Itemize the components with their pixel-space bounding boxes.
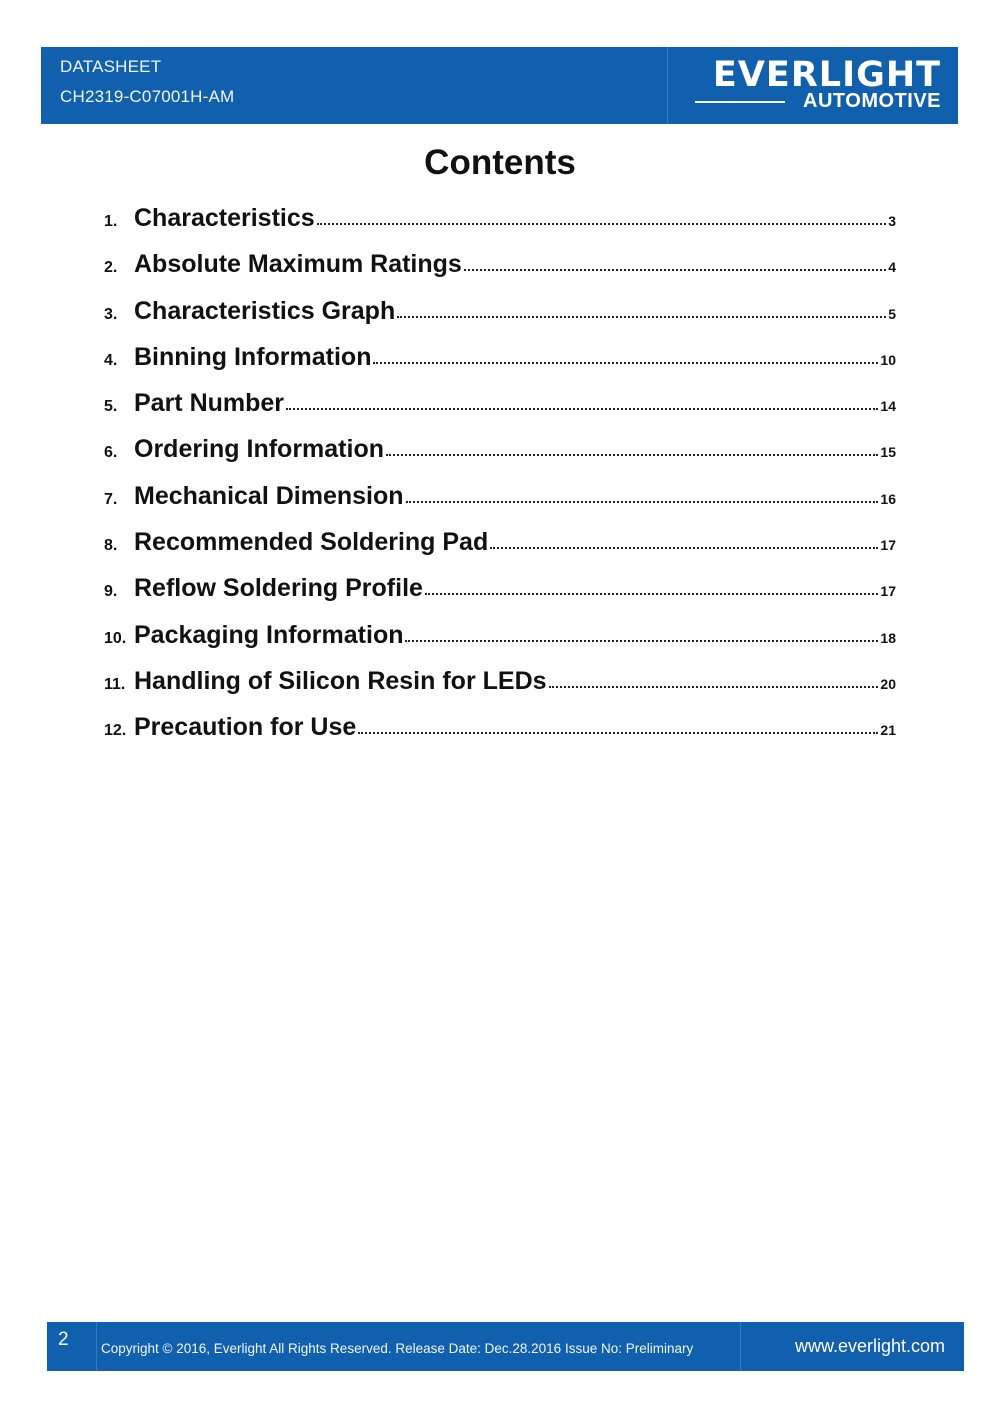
toc-entry[interactable] <box>104 435 896 481</box>
toc-entry[interactable] <box>104 250 896 296</box>
toc-entry-label: Reflow Soldering Profile <box>134 574 423 603</box>
toc-entry-page: 5 <box>888 305 896 322</box>
toc-leader-dots <box>490 547 878 549</box>
toc-entry[interactable] <box>104 482 896 528</box>
toc-leader-dots <box>405 640 878 642</box>
toc-leader-dots <box>549 686 879 688</box>
table-of-contents <box>104 204 896 760</box>
toc-entry-number: 2. <box>104 259 118 277</box>
toc-entry-page: 4 <box>888 259 896 276</box>
toc-entry-label: Mechanical Dimension <box>134 481 404 510</box>
toc-entry-number: 6. <box>104 444 118 462</box>
toc-entry-label: Recommended Soldering Pad <box>134 528 489 557</box>
everlight-automotive-logo <box>681 55 941 117</box>
toc-entry-number: 10. <box>104 629 127 647</box>
toc-entry-page: 16 <box>880 490 896 507</box>
toc-entry-number: 12. <box>104 722 127 740</box>
logo-main-text: EVERLIGHT <box>712 55 941 95</box>
toc-entry-label: Part Number <box>134 389 285 418</box>
toc-entry-page: 21 <box>880 722 896 739</box>
page-title: Contents <box>424 143 576 182</box>
toc-entry[interactable] <box>104 667 896 713</box>
toc-entry-number: 11. <box>104 675 126 693</box>
toc-leader-dots <box>286 408 878 410</box>
logo-sub-text: AUTOMOTIVE <box>803 90 941 112</box>
footer-page-box <box>47 1322 97 1371</box>
toc-entry-label: Absolute Maximum Ratings <box>134 250 462 279</box>
toc-entry-number: 9. <box>104 583 118 601</box>
toc-entry-number: 3. <box>104 305 118 323</box>
toc-entry-number: 7. <box>104 490 118 508</box>
logo-rule <box>695 101 785 103</box>
toc-entry-number: 5. <box>104 398 118 416</box>
toc-entry[interactable] <box>104 713 896 759</box>
toc-entry-label: Precaution for Use <box>134 713 357 742</box>
toc-entry-page: 18 <box>880 629 896 646</box>
header-doc-info <box>41 47 668 124</box>
toc-entry-page: 17 <box>880 537 896 554</box>
toc-entry-number: 4. <box>104 351 118 369</box>
toc-entry[interactable] <box>104 297 896 343</box>
toc-entry-label: Packaging Information <box>134 620 404 649</box>
toc-entry[interactable] <box>104 389 896 435</box>
page-number: 2 <box>58 1329 69 1350</box>
toc-entry-label: Handling of Silicon Resin for LEDs <box>134 666 547 695</box>
toc-leader-dots <box>373 362 878 364</box>
toc-entry[interactable] <box>104 574 896 620</box>
toc-entry-number: 8. <box>104 537 118 555</box>
toc-leader-dots <box>397 316 886 318</box>
toc-entry-label: Ordering Information <box>134 435 384 464</box>
toc-entry[interactable] <box>104 528 896 574</box>
toc-entry-page: 17 <box>880 583 896 600</box>
part-number-label: CH2319-C07001H-AM <box>60 87 235 106</box>
toc-leader-dots <box>464 269 886 271</box>
website-link[interactable]: www.everlight.com <box>794 1336 945 1356</box>
toc-entry-page: 10 <box>880 351 896 368</box>
toc-entry-page: 20 <box>880 675 896 692</box>
copyright-text: Copyright © 2016, Everlight All Rights Reserved. Release Date: Dec.28.2016 Issue No: Preliminary <box>101 1341 694 1356</box>
toc-leader-dots <box>317 223 887 225</box>
footer-band <box>47 1322 964 1371</box>
toc-entry-label: Binning Information <box>134 342 372 371</box>
toc-entry-label: Characteristics Graph <box>134 296 396 325</box>
toc-entry[interactable] <box>104 204 896 250</box>
toc-entry-number: 1. <box>104 213 118 230</box>
toc-leader-dots <box>406 501 879 503</box>
doc-type-label: DATASHEET <box>60 57 162 76</box>
toc-entry-page: 15 <box>880 444 896 461</box>
toc-entry-page: 14 <box>880 398 896 415</box>
toc-entry-label: Characteristics <box>134 204 315 232</box>
toc-entry[interactable] <box>104 621 896 667</box>
footer-divider <box>740 1322 741 1371</box>
toc-leader-dots <box>358 732 878 734</box>
toc-leader-dots <box>386 454 878 456</box>
toc-entry-page: 3 <box>888 213 896 229</box>
toc-entry[interactable] <box>104 343 896 389</box>
toc-leader-dots <box>425 593 879 595</box>
header-band <box>41 47 958 124</box>
